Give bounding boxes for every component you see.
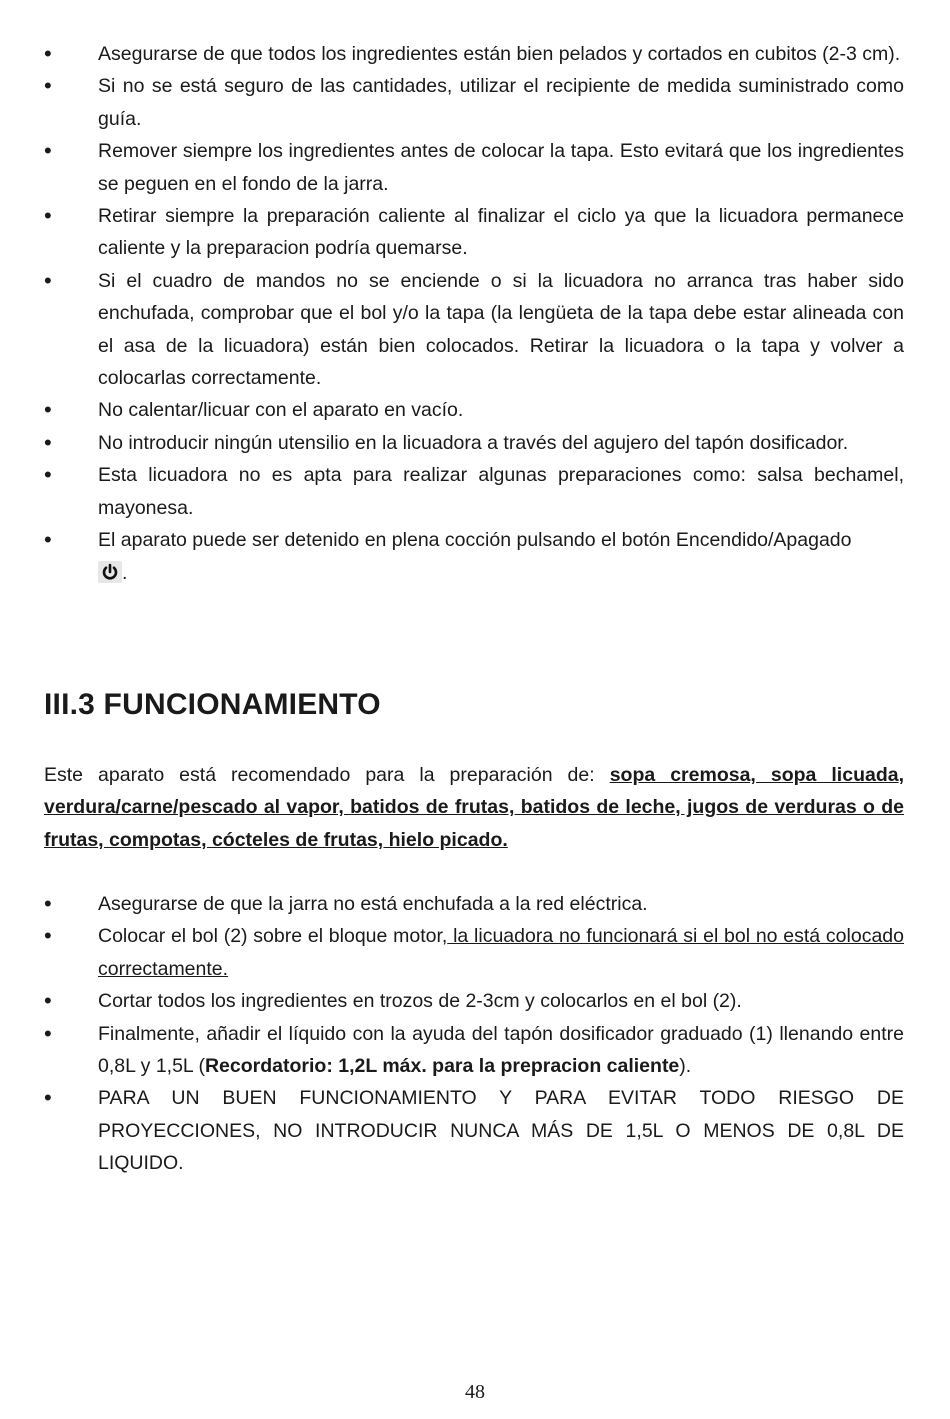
intro-paragraph (44, 759, 904, 856)
power-item-text: El aparato puede ser detenido en plena cocción pulsando el botón Encendido/Apagado (98, 529, 852, 552)
intro-lead: Este aparato está recomendado para la preparación de: (44, 764, 610, 786)
liquid-reminder: Recordatorio: 1,2L máx. para la prepracion caliente (204, 1055, 680, 1078)
precautions-list (44, 38, 904, 589)
operation-steps-list (44, 888, 904, 1180)
recommended-uses: sopa cremosa, sopa licuada, verdura/carne/pescado al vapor, batidos de frutas, batidos de leche, jugos de verduras o de frutas, compotas, cócteles de frutas, hielo picado. (44, 764, 905, 851)
list-item: • No calentar/licuar con el aparato en vacío. (44, 394, 904, 426)
list-item: • Asegurarse de que la jarra no está enchufada a la red eléctrica. (44, 888, 904, 920)
list-item: • Retirar siempre la preparación caliente al finalizar el ciclo ya que la licuadora permanece caliente y la preparacion podría quemarse. (44, 200, 904, 265)
bowl-warning: la licuadora no funcionará si el bol no está colocado correctamente. (98, 925, 904, 980)
page-number: 48 (465, 1381, 485, 1403)
list-item: • Asegurarse de que todos los ingredientes están bien pelados y cortados en cubitos (2-3 cm). (44, 38, 904, 70)
list-item: • PARA UN BUEN FUNCIONAMIENTO Y PARA EVITAR TODO RIESGO DE PROYECCIONES, NO INTRODUCIR NUNCA MÁS DE 1,5L O MENOS DE 0,8L DE LIQUIDO. (44, 1082, 904, 1179)
bowl-step-text: Colocar el bol (2) sobre el bloque motor, (98, 925, 448, 948)
list-item: • Si no se está seguro de las cantidades, utilizar el recipiente de medida suministrado como guía. (44, 70, 904, 135)
list-item: • Esta licuadora no es apta para realizar algunas preparaciones como: salsa bechamel, mayonesa. (44, 459, 904, 524)
list-item: • No introducir ningún utensilio en la licuadora a través del agujero del tapón dosificador. (44, 427, 904, 459)
list-item (44, 1018, 904, 1083)
list-item: • Remover siempre los ingredientes antes de colocar la tapa. Esto evitará que los ingredientes se peguen en el fondo de la jarra. (44, 135, 904, 200)
list-item-power (44, 524, 904, 589)
liquid-step-text: Finalmente, añadir el líquido con la ayuda del tapón dosificador graduado (1) llenando entre 0,8L y 1,5L ( (98, 1022, 904, 1078)
power-icon (98, 561, 122, 583)
list-item: • Si el cuadro de mandos no se enciende o si la licuadora no arranca tras haber sido enchufada, comprobar que el bol y/o la tapa (la lengüeta de la tapa debe estar alineada con el asa de la licuadora) están bien colocados. Retirar la licuadora o la tapa y volver a colocarlas correctamente. (44, 265, 904, 395)
liquid-step-end: ). (679, 1055, 692, 1078)
section-title: III.3 FUNCIONAMIENTO (44, 688, 381, 721)
power-item-end: . (122, 561, 128, 584)
list-item (44, 920, 904, 985)
list-item: • Cortar todos los ingredientes en trozos de 2-3cm y colocarlos en el bol (2). (44, 985, 904, 1017)
